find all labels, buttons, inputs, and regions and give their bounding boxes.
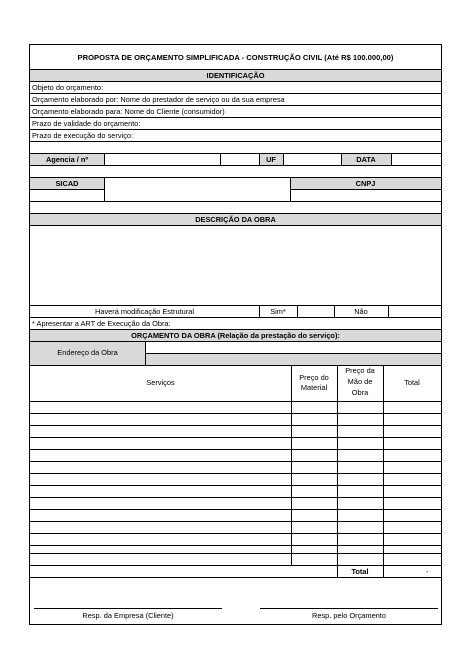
table-row[interactable] [30,461,441,462]
mao-col-header-2: Mão de [347,377,373,386]
elaborado-por-field[interactable]: Orçamento elaborado por: Nome do prestador de serviço ou da sua empresa [32,95,285,104]
signature-line-orcamento [260,608,438,609]
table-row[interactable] [30,497,441,498]
table-row[interactable] [30,449,441,450]
table-row[interactable] [30,473,441,474]
table-row[interactable] [30,565,441,566]
nao-label: Não [354,307,368,316]
cnpj-label: CNPJ [355,179,376,188]
descricao-header: DESCRIÇÃO DA OBRA [195,215,276,224]
form-frame [29,44,442,625]
table-row[interactable] [30,553,441,554]
table-row[interactable] [30,425,441,426]
data-label: DATA [356,155,376,164]
servicos-col-header: Serviços [146,378,175,387]
material-col-header-1: Preço do [299,373,329,382]
total-row-value: - [426,567,429,576]
table-row[interactable] [30,413,441,414]
art-field[interactable]: * Apresentar a ART de Execução da Obra: [32,319,171,328]
orcamento-header: ORÇAMENTO DA OBRA (Relação da prestação do serviço): [131,331,340,340]
uf-label: UF [266,155,276,164]
modificacao-label: Haverá modificação Estrutural [95,307,194,316]
endereco-label: Endereço da Obra [57,348,118,357]
identificacao-header: IDENTIFICAÇÃO [206,71,265,80]
total-col-header: Total [404,378,420,387]
table-row[interactable] [30,437,441,438]
descricao-textarea[interactable] [30,226,441,305]
signature-line-empresa [34,608,222,609]
total-row-label: Total [351,567,369,576]
sim-checkbox[interactable] [298,306,334,317]
table-row[interactable] [30,533,441,534]
table-row[interactable] [30,509,441,510]
sicad-label: SICAD [55,179,79,188]
table-row[interactable] [30,485,441,486]
validade-field[interactable]: Prazo de validade do orçamento: [32,119,141,128]
table-row[interactable] [30,521,441,522]
form-title: PROPOSTA DE ORÇAMENTO SIMPLIFICADA - CONSTRUÇÃO CIVIL (Até R$ 100.000,00) [77,53,394,62]
mao-col-header-3: Obra [351,388,369,397]
table-row[interactable] [30,545,441,546]
elaborado-para-field[interactable]: Orçamento elaborado para: Nome do Cliente (consumidor) [32,107,225,116]
material-col-header-2: Material [300,383,328,392]
execucao-field[interactable]: Prazo de execução do serviço: [32,131,134,140]
signature-orcamento-label: Resp. pelo Orçamento [312,611,386,620]
signature-empresa-label: Resp. da Empresa (Cliente) [82,611,174,620]
sim-label: Sim* [270,307,286,316]
mao-col-header-1: Preço da [345,366,375,375]
nao-checkbox[interactable] [389,306,441,317]
agencia-label: Agencia / nº [45,155,89,164]
objeto-field[interactable]: Objeto do orçamento: [32,83,104,92]
